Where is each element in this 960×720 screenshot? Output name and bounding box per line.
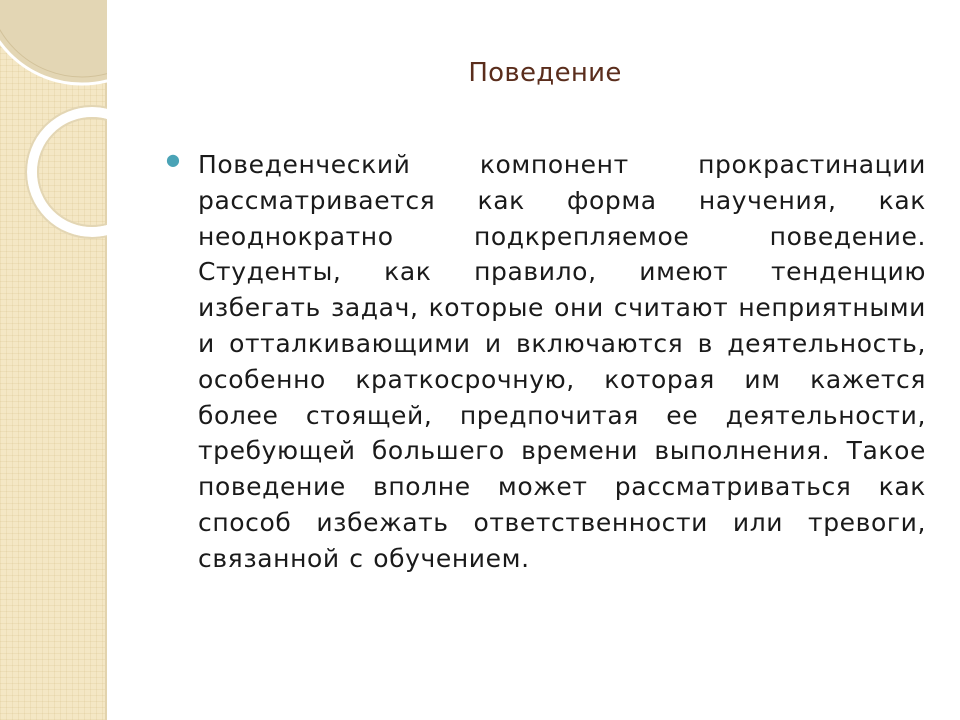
upper-ring-shape [0,0,107,84]
lower-ring-shape [32,112,107,232]
bullet-text: Поведенческий компонент прокрастинации рассматривается как форма научения, как неоднократно подкрепляемое поведение. Студенты, как правило, имеют тенденцию избегать задач, которые они считают неприятными и отталкивающими и включаются в деятельность, особенно краткосрочную, которая им кажется более стоящей, предпочитая ее деятельности, требующей большего времени выполнения. Такое поведение вполне может рассматриваться как способ избежать ответственности или тревоги, связанной с обучением. [198,150,926,573]
bullet-dot-icon: ● [166,150,180,169]
decorative-rings-icon [0,0,107,260]
slide-title: Поведение [468,58,622,88]
